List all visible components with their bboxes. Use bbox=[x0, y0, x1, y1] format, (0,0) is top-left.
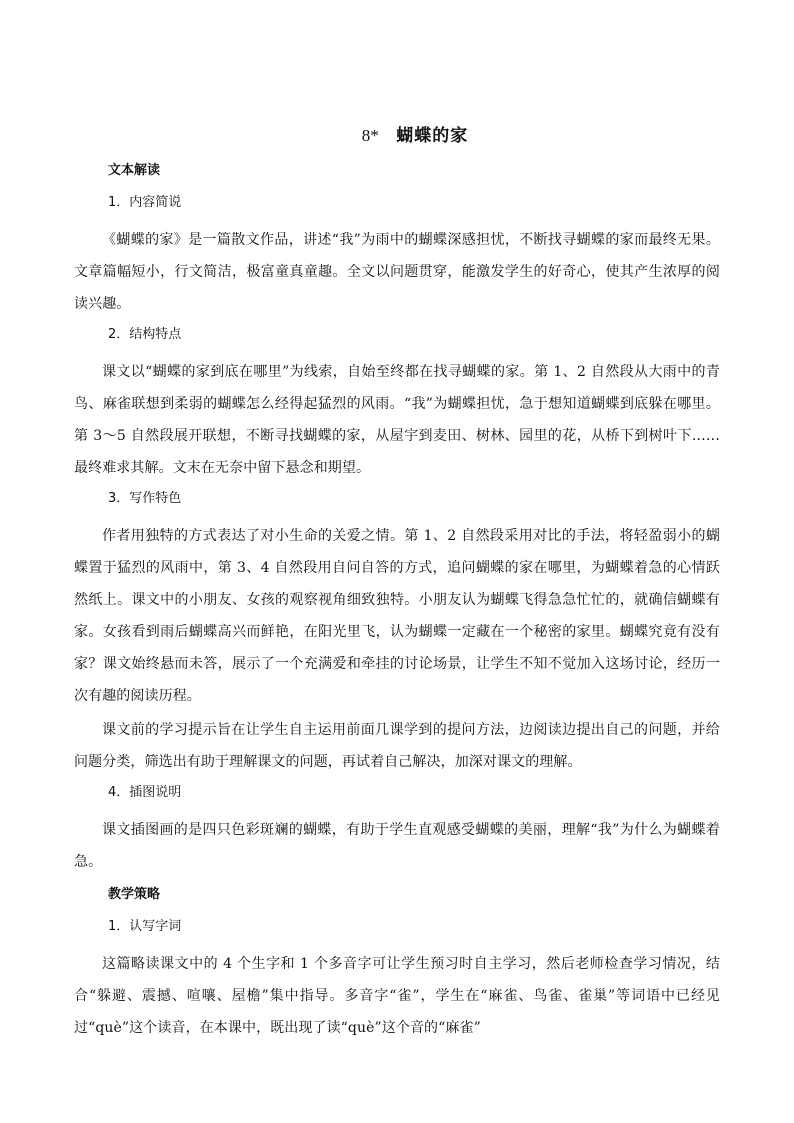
paragraph-structure: 课文以“蝴蝶的家到底在哪里”为线索，自始至终都在找寻蝴蝶的家。第 1、2 自然段从大雨中的青鸟、麻雀联想到柔弱的蝴蝶怎么经得起猛烈的风雨。“我”为蝴蝶担忧，急于想知道蝴蝶到底躲在哪里。第 3～5 自然段展开联想，不断寻找蝴蝶的家，从屋宇到麦田、树林、园里的花，从桥下到树叶下……最终难求其解。文末在无奈中留下悬念和期望。 bbox=[74, 364, 720, 476]
paragraph-illustration: 课文插图画的是四只色彩斑斓的蝴蝶，有助于学生直观感受蝴蝶的美丽，理解“我”为什么为蝴蝶着急。 bbox=[74, 822, 720, 870]
subheading-characters: 1．认写字词 bbox=[108, 919, 182, 934]
lesson-title-text: 蝴蝶的家 bbox=[396, 126, 469, 146]
subheading-writing-features: 3．写作特色 bbox=[108, 491, 182, 506]
paragraph-writing-features-1: 作者用独特的方式表达了对小生命的关爱之情。第 1、2 自然段采用对比的手法，将轻盈弱小的蝴蝶置于猛烈的风雨中，第 3、4 自然段用自问自答的方式，追问蝴蝶的家在哪里，为蝴蝶着急的心情跃然纸上。课文中的小朋友、女孩的观察视角细致独特。小朋友认为蝴蝶飞得急急忙忙的，就确信蝴蝶有家。女孩看到雨后蝴蝶高兴而鲜艳，在阳光里飞，认为蝴蝶一定藏在一个秘密的家里。蝴蝶究竟有没有家？课文始终悬而未答，展示了一个充满爱和牵挂的讨论场景，让学生不知不觉加入这场讨论，经历一次有趣的阅读历程。 bbox=[74, 528, 720, 704]
lesson-title bbox=[0, 124, 794, 148]
lesson-number: 8* bbox=[361, 126, 379, 145]
paragraph-characters: 这篇略读课文中的 4 个生字和 1 个多音字可让学生预习时自主学习，然后老师检查学习情况，结合“躲避、震撼、喧嚷、屋檐”集中指导。多音字“雀”，学生在“麻雀、鸟雀、雀巢”等词语中已经见过“què”这个读音，在本课中，既出现了读“què”这个音的“麻雀” bbox=[74, 956, 720, 1036]
document-body bbox=[74, 160, 720, 1046]
paragraph-content-summary: 《蝴蝶的家》是一篇散文作品，讲述“我”为雨中的蝴蝶深感担忧，不断找寻蝴蝶的家而最终无果。文章篇幅短小，行文简洁，极富童真童趣。全文以问题贯穿，能激发学生的好奇心，使其产生浓厚的阅读兴趣。 bbox=[74, 232, 720, 312]
subheading-illustration: 4．插图说明 bbox=[108, 785, 182, 800]
paragraph-writing-features-2: 课文前的学习提示旨在让学生自主运用前面几课学到的提问方法，边阅读边提出自己的问题，并给问题分类，筛选出有助于理解课文的问题，再试着自己解决，加深对课文的理解。 bbox=[74, 722, 720, 770]
subheading-structure: 2．结构特点 bbox=[108, 327, 182, 342]
section-heading-reading: 文本解读 bbox=[108, 163, 161, 178]
section-heading-strategy: 教学策略 bbox=[108, 887, 161, 902]
subheading-content-summary: 1．内容简说 bbox=[108, 195, 182, 210]
